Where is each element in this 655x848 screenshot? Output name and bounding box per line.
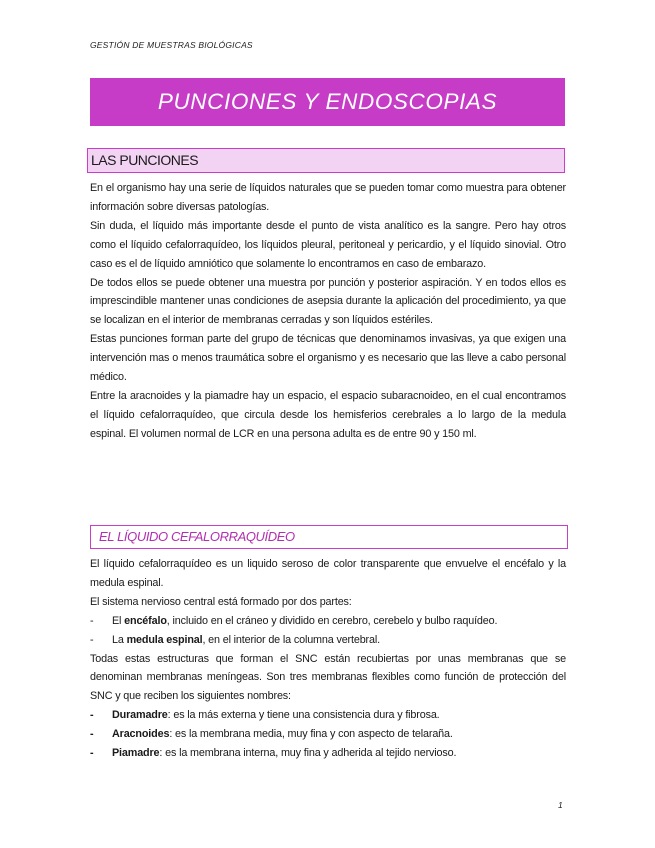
list-item-text: : es la más externa y tiene una consistencia dura y fibrosa. xyxy=(167,709,440,722)
list-item-term: Duramadre xyxy=(112,709,168,722)
list-item-term: Aracnoides xyxy=(112,728,170,741)
paragraph: El líquido cefalorraquídeo es un liquido seroso de color transparente que envuelve el encéfalo y la medula espinal. xyxy=(90,558,566,589)
bullet: - xyxy=(90,614,94,627)
section-lcr-body xyxy=(90,555,566,763)
bullet: - xyxy=(90,728,94,741)
list-item-text: , en el interior de la columna vertebral. xyxy=(202,633,380,646)
section-punciones-body xyxy=(90,179,566,444)
running-header: GESTIÓN DE MUESTRAS BIOLÓGICAS xyxy=(90,40,253,50)
list-item xyxy=(90,744,566,763)
section-heading-punciones: LAS PUNCIONES xyxy=(87,148,565,173)
paragraph: Entre la aracnoides y la piamadre hay un espacio, el espacio subaracnoideo, en el cual encontramos el líquido cefalorraquídeo, que circula desde los hemisferios cerebrales a lo largo de la medula espinal. El volumen normal de LCR en una persona adulta es de entre 90 y 150 ml. xyxy=(90,389,566,440)
list-item xyxy=(90,631,566,650)
paragraph: Todas estas estructuras que forman el SNC están recubiertas por unas membranas que se denominan membranas meníngeas. Son tres membranas flexibles como función de protección del SNC y que reciben los siguientes nombres: xyxy=(90,652,566,703)
list-item-term: encéfalo xyxy=(124,614,167,627)
list-item-prefix: La xyxy=(112,633,127,646)
paragraph: Estas punciones forman parte del grupo de técnicas que denominamos invasivas, ya que exigen una intervención mas o menos traumática sobre el organismo y es necesario que las lleve a cabo personal médico. xyxy=(90,333,566,384)
bullet: - xyxy=(90,747,94,760)
page-title: PUNCIONES Y ENDOSCOPIAS xyxy=(157,89,498,114)
section-heading-lcr: EL LÍQUIDO CEFALORRAQUÍDEO xyxy=(90,525,568,549)
list-item-text: : es la membrana interna, muy fina y adherida al tejido nervioso. xyxy=(159,747,457,760)
list-item-term: medula espinal xyxy=(126,633,203,646)
list-item-term: Piamadre xyxy=(112,747,160,760)
page-number: 1 xyxy=(558,800,563,810)
list-item xyxy=(90,706,566,725)
paragraph: De todos ellos se puede obtener una muestra por punción y posterior aspiración. Y en todos ellos es imprescindible mantener unas condiciones de asepsia durante la aplicación del procedimiento, ya que se localizan en el interior de membranas cerradas y son líquidos estériles. xyxy=(90,276,566,327)
list-item xyxy=(90,725,566,744)
bullet: - xyxy=(90,633,94,646)
paragraph: En el organismo hay una serie de líquidos naturales que se pueden tomar como muestra para obtener información sobre diversas patologías. xyxy=(90,182,566,213)
paragraph: El sistema nervioso central está formado por dos partes: xyxy=(90,595,352,608)
bullet: - xyxy=(90,709,94,722)
list-item xyxy=(90,612,566,631)
title-banner xyxy=(90,78,565,126)
paragraph: Sin duda, el líquido más importante desde el punto de vista analítico es la sangre. Pero hay otros como el líquido cefalorraquídeo, los líquidos pleural, peritoneal y pericardio, y el líquido sinovial. Otro caso es el de líquido amniótico que solamente lo encontramos en caso de embarazo. xyxy=(90,219,566,270)
list-item-text: , incluido en el cráneo y dividido en cerebro, cerebelo y bulbo raquídeo. xyxy=(166,614,498,627)
list-item-text: : es la membrana media, muy fina y con aspecto de telaraña. xyxy=(169,728,453,741)
list-item-prefix: El xyxy=(112,614,125,627)
